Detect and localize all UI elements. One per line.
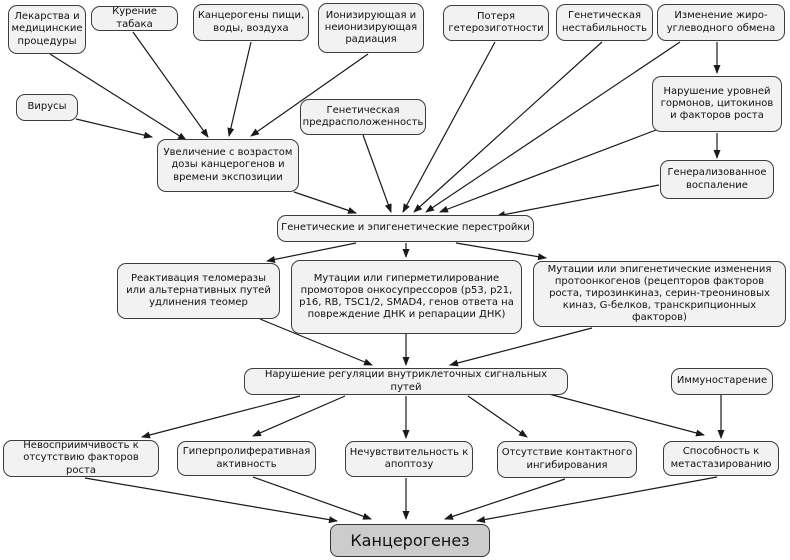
edge-signaling-hyperproliferative xyxy=(253,396,345,436)
node-oncosuppressor-mutations: Мутации или гиперметилирование промоторов онкосупрессоров (p53, p21, p16, RB, TSC1/2, SMAD4, генов ответа на повреждение ДНК и репарации ДНК) xyxy=(291,260,522,334)
node-protooncogene-mutations: Мутации или эпигенетические изменения протоонкогенов (рецепторов факторов роста, тирозинкиназ, серин-треониновых киназ, G-белков, транскрипционных факторов) xyxy=(533,261,786,327)
node-intracellular-signaling-disruption: Нарушение регуляции внутриклеточных сигнальных путей xyxy=(244,368,568,395)
edge-signaling-growth-factors xyxy=(142,396,300,437)
node-apoptosis-insensitivity: Нечувствительность к апоптозу xyxy=(345,441,473,477)
edge-signaling-metastasis xyxy=(545,393,704,435)
edge-signaling-contact-inhibition xyxy=(468,396,527,437)
node-growth-factor-insensitivity: Невосприимчивость к отсутствию факторов роста xyxy=(3,440,159,477)
node-hyperproliferative-activity: Гиперпролиферативная активность xyxy=(177,441,316,476)
edge-predisposition-rearrangements xyxy=(363,135,391,212)
node-genetic-predisposition: Генетическая предрасположенность xyxy=(300,99,426,135)
edge-rearrangements-telomerase xyxy=(267,243,356,261)
edge-inflammation-rearrangements xyxy=(497,185,659,216)
node-viruses: Вирусы xyxy=(16,94,78,121)
node-radiation: Ионизирующая и неионизирующая радиация xyxy=(318,3,424,53)
node-telomerase-reactivation: Реактивация теломеразы или альтернативных путей удлинения теомер xyxy=(117,263,280,319)
node-contact-inhibition-loss: Отсутствие контактного ингибирования xyxy=(497,441,637,478)
node-heterozygosity-loss: Потеря гетерозиготности xyxy=(443,5,549,41)
node-genetic-instability: Генетическая нестабильность xyxy=(556,4,653,41)
node-hormone-cytokine-disruption: Нарушение уровней гормонов, цитокинов и факторов роста xyxy=(652,76,782,132)
node-metastasis-ability: Способность к метастазированию xyxy=(663,441,779,476)
node-carcinogenesis: Канцерогенез xyxy=(330,524,490,557)
edge-smoking-dose xyxy=(133,32,208,137)
node-tobacco-smoking: Курение табака xyxy=(91,6,178,31)
edge-growth-factors-carcinogenesis xyxy=(85,478,337,521)
node-drugs-procedures: Лекарства и медицинские процедуры xyxy=(8,5,86,54)
edge-viruses-dose xyxy=(76,119,152,137)
node-immunosenescence: Иммуностарение xyxy=(671,368,773,395)
edge-rearrangements-protooncogenes xyxy=(456,243,546,258)
edge-metastasis-carcinogenesis xyxy=(477,477,717,521)
node-food-water-air-carcinogens: Канцерогены пищи, воды, воздуха xyxy=(193,4,309,41)
node-genetic-epigenetic-rearrangements: Генетические и эпигенетические перестройки xyxy=(277,215,534,242)
edge-contact-inhibition-carcinogenesis xyxy=(445,479,565,519)
edge-hormones-rearrangements xyxy=(440,130,656,212)
edge-hyperproliferative-carcinogenesis xyxy=(253,477,371,519)
node-carcinogen-dose-increase: Увеличение с возрастом дозы канцерогенов и времени экспозиции xyxy=(157,139,299,192)
edge-dose-rearrangements xyxy=(294,192,356,213)
edge-carcinogens-dose xyxy=(229,42,251,136)
node-generalized-inflammation: Генерализованное воспаление xyxy=(660,160,774,199)
edge-metabolism-rearrangements xyxy=(426,42,680,212)
node-lipid-carb-metabolism-change: Изменение жиро-углеводного обмена xyxy=(657,4,785,41)
